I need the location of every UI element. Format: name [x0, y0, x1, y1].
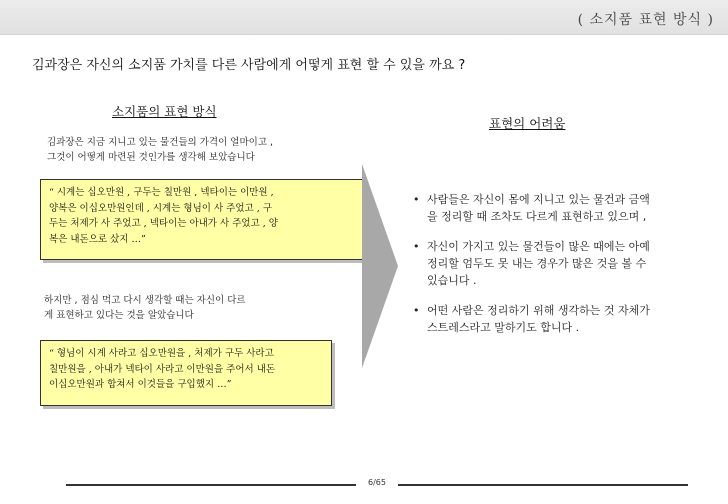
bullet-icon: •	[413, 304, 420, 317]
footer-divider-right	[398, 484, 688, 486]
quote-line: “ 시계는 십오만원 , 구두는 칠만원 , 넥타이는 이만원 ,	[49, 187, 274, 198]
quote-line: 양복은 이십오만원인데 , 시계는 형님이 사 주었고 , 구	[49, 202, 272, 214]
quote-line: 복은 내돈으로 샀지 …”	[49, 233, 146, 245]
difficulty-list	[410, 191, 710, 349]
paragraph-line: 그것이 어떻게 마련된 것인가를 생각해 보았습니다	[47, 152, 255, 163]
bullet-line: 정리할 엄두도 못 내는 경우가 많은 것을 볼 수	[427, 257, 647, 270]
main-question: 김과장은 자신의 소지품 가치를 다른 사람에게 어떻게 표현 할 수 있을 까요 ?	[32, 58, 466, 73]
paragraph-line: 김과장은 지금 지니고 있는 물건들의 가격이 얼마이고 ,	[47, 137, 274, 148]
quote-line: 두는 처제가 사 주었고 , 넥타이는 아내가 사 주었고 , 양	[49, 218, 278, 229]
bullet-line: 사람들은 자신이 몸에 지니고 있는 물건과 금액	[427, 193, 650, 206]
section-title: ( 소지품 표현 방식 )	[577, 12, 714, 28]
bullet-line: 있습니다 .	[427, 274, 477, 287]
bullet-line: 자신이 가지고 있는 물건들이 많은 때에는 아예	[427, 240, 650, 253]
bullet-line: 을 정리할 때 조차도 다르게 표현하고 있으며 ,	[427, 210, 647, 223]
bullet-icon: •	[413, 193, 420, 206]
right-heading: 표현의 어려움	[489, 116, 566, 131]
bullet-icon: •	[413, 240, 420, 253]
second-paragraph	[44, 293, 324, 323]
paragraph-line: 게 표현하고 있다는 것을 알았습니다	[44, 310, 194, 321]
paragraph-line: 하지만 , 점심 먹고 다시 생각할 때는 자신이 다르	[44, 295, 246, 306]
quote-line: “ 형님이 시계 사라고 십오만원을 , 처제가 구두 사라고	[49, 348, 274, 359]
list-item	[410, 302, 710, 336]
quote-box-second	[40, 340, 332, 406]
footer-divider-left	[66, 484, 356, 486]
list-item	[410, 191, 710, 225]
quote-box-first	[40, 179, 365, 260]
quote-line: 칠만원을 , 아내가 넥타이 사라고 이만원을 주어서 내돈	[49, 363, 276, 375]
bullet-line: 스트레스라고 말하기도 합니다 .	[427, 321, 580, 334]
quote-line: 이십오만원과 합쳐서 이것들을 구입했지 …”	[49, 379, 232, 390]
header-bar	[0, 0, 728, 35]
chevron-right-icon	[362, 164, 398, 368]
page-number: 6/65	[368, 478, 386, 487]
list-item	[410, 238, 710, 289]
intro-paragraph	[47, 135, 347, 165]
bullet-line: 어떤 사람은 정리하기 위해 생각하는 것 자체가	[427, 304, 650, 317]
left-heading: 소지품의 표현 방식	[112, 104, 217, 119]
